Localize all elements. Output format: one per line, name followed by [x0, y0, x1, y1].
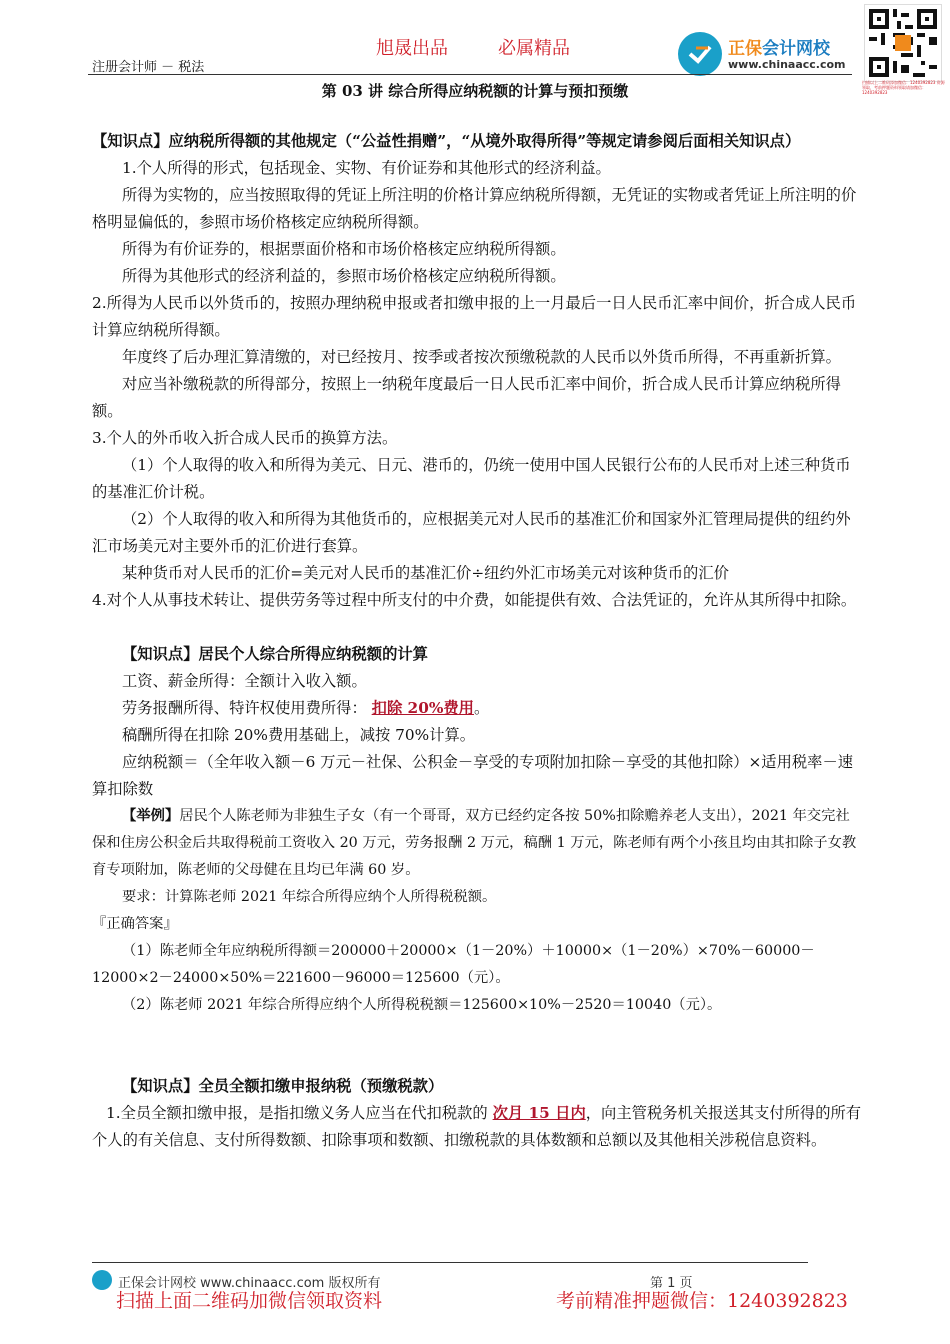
example [92, 803, 862, 884]
section2-heading [92, 641, 862, 668]
course-label: 注册会计师 － 税法 [92, 60, 205, 75]
example-requirement: 要求：计算陈老师 2021 年综合所得应纳个人所得税税额。 [122, 889, 497, 905]
section1-para: 所得为有价证券的，根据票面价格和市场价格核定应纳税所得额。 [122, 240, 566, 258]
document-body [92, 128, 862, 1154]
section3-para [92, 1100, 862, 1154]
spacer [92, 1019, 862, 1046]
spacer [92, 614, 862, 641]
logo-school: 会计网校 [762, 39, 830, 59]
deadline-highlight: 次月 15 日内 [492, 1104, 586, 1122]
footer-divider [92, 1262, 808, 1263]
section2-para: 稿酬所得在扣除 20%费用基础上，减按 70%计算。 [122, 726, 476, 744]
deduction-highlight: 扣除 20%费用 [371, 699, 474, 717]
section1-heading [92, 128, 862, 155]
section1-tag: 【知识点】 [92, 132, 169, 150]
section3-title: 全员全额扣缴申报纳税（预缴税款） [198, 1077, 444, 1095]
page-number: 第 1 页 [650, 1276, 693, 1291]
answer-step-1: （1）陈老师全年应纳税所得额＝200000＋20000×（1－20%）＋10000×（1－20%）×70%－60000－12000×2－24000×50%＝221600－96000＝125600（元）。 [92, 943, 815, 986]
logo-brand: 正保 [728, 39, 762, 59]
brand-logo [678, 28, 860, 76]
tax-formula: 应纳税额＝（全年收入额－6 万元－社保、公积金－享受的专项附加扣除－享受的其他扣除）×适用税率－速算扣除数 [92, 753, 854, 798]
promo-text-1: 旭晟出品 [376, 38, 448, 59]
section2-para [92, 695, 862, 722]
footer-ad-right: 考前精准押题微信：1240392823 [556, 1290, 848, 1312]
header-divider [88, 74, 852, 75]
section3-p1-suffix: ，向主管税务机关报送其支付所得的所有个人的有关信息、支付所得数额、扣除事项和数额、扣缴税款的具体数额和总额以及其他相关涉税信息资料。 [92, 1104, 862, 1149]
promo-text-2: 必属精品 [498, 38, 570, 59]
section1-para: 某种货币对人民币的汇价=美元对人民币的基准汇价÷纽约外汇市场美元对该种货币的汇价 [122, 564, 729, 582]
answer-tag: 『正确答案』 [92, 916, 178, 932]
section2-p2-suffix: 。 [473, 699, 490, 717]
spacer [92, 1046, 862, 1073]
section1-para: 3.个人的外币收入折合成人民币的换算方法。 [92, 429, 398, 447]
section1-para: 所得为其他形式的经济利益的，参照市场价格核定应纳税所得额。 [122, 267, 566, 285]
section2-title: 居民个人综合所得应纳税额的计算 [198, 645, 428, 663]
section1-para: （1）个人取得的收入和所得为美元、日元、港币的，仍统一使用中国人民银行公布的人民币对上述三种货币的基准汇价计税。 [92, 456, 851, 501]
check-icon [688, 44, 712, 64]
footer-logo-icon [92, 1270, 112, 1290]
logo-url: www.chinaacc.com [728, 58, 846, 71]
logo-mark-icon [678, 32, 722, 76]
qr-caption: 扫描以上二维码添加微信：1240392823 资源领取，考前押题资料领取请加微信：1240392823 [862, 80, 945, 95]
logo-name [728, 34, 830, 59]
footer-copyright: 正保会计网校 www.chinaacc.com 版权所有 [118, 1276, 381, 1291]
example-tag: 【举例】 [122, 808, 180, 824]
section2-tag: 【知识点】 [122, 645, 199, 663]
section2-para: 工资、薪金所得：全额计入收入额。 [122, 672, 367, 690]
example-text: 居民个人陈老师为非独生子女（有一个哥哥，双方已经约定各按 50%扣除赡养老人支出），2021 年交完社保和住房公积金后共取得税前工资收入 20 万元，劳务报酬 2 万元，稿酬 1 万元，陈老师有两个小孩且均由其扣除子女教育专项附加，陈老师的父母健在且均已年满 60 岁。 [92, 808, 857, 878]
section2-p2-prefix: 劳务报酬所得、特许权使用费所得： [122, 699, 367, 717]
qr-code-icon [865, 5, 941, 81]
section1-para: 2.所得为人民币以外货币的，按照办理纳税申报或者扣缴申报的上一月最后一日人民币汇率中间价，折合成人民币计算应纳税所得额。 [92, 294, 857, 339]
section1-para: 4.对个人从事技术转让、提供劳务等过程中所支付的中介费，如能提供有效、合法凭证的，允许从其所得中扣除。 [92, 591, 857, 609]
section1-para: 1.个人所得的形式，包括现金、实物、有价证券和其他形式的经济利益。 [122, 159, 611, 177]
lecture-title: 第 03 讲 综合所得应纳税额的计算与预扣预缴 [321, 82, 629, 100]
section1-para: 所得为实物的，应当按照取得的凭证上所注明的价格计算应纳税所得额，无凭证的实物或者凭证上所注明的价格明显偏低的，参照市场价格核定应纳税所得额。 [92, 186, 857, 231]
answer-step-2: （2）陈老师 2021 年综合所得应纳个人所得税税额＝125600×10%－2520＝10040（元）。 [122, 997, 722, 1013]
section3-p1-prefix: 1.全员全额扣缴申报，是指扣缴义务人应当在代扣税款的 [106, 1104, 488, 1122]
section1-para: 年度终了后办理汇算清缴的，对已经按月、按季或者按次预缴税款的人民币以外货币所得，不再重新折算。 [122, 348, 841, 366]
section3-tag: 【知识点】 [122, 1077, 199, 1095]
footer-ad-left: 扫描上面二维码加微信领取资料 [116, 1290, 383, 1312]
section1-para: （2）个人取得的收入和所得为其他货币的，应根据美元对人民币的基准汇价和国家外汇管理局提供的纽约外汇市场美元对主要外币的汇价进行套算。 [92, 510, 851, 555]
section1-para: 对应当补缴税款的所得部分，按照上一纳税年度最后一日人民币汇率中间价，折合成人民币计算应纳税所得额。 [92, 375, 841, 420]
qr-code[interactable] [864, 4, 942, 82]
section3-heading [92, 1073, 862, 1100]
section1-title: 应纳税所得额的其他规定（“公益性捐赠”，“从境外取得所得”等规定请参阅后面相关知识点） [168, 132, 801, 150]
